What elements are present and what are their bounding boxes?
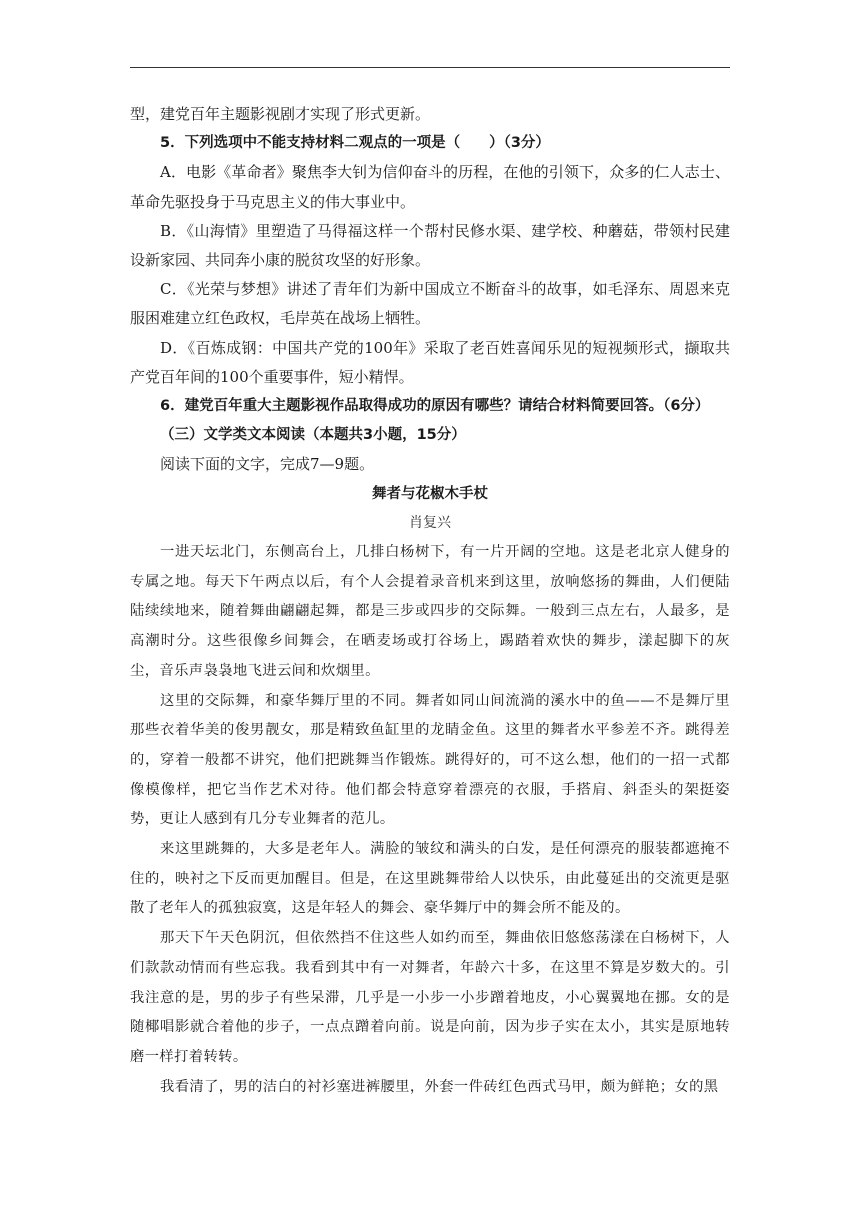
story-paragraph-3: 来这里跳舞的，大多是老年人。满脸的皱纹和满头的白发，是任何漂亮的服装都遮掩不住的，映衬之下反而更加醒目。但是，在这里跳舞带给人以快乐，由此蔓延出的交流更是驱散了老年人的孤独寂寞，这是年轻人的舞会、豪华舞厅中的舞会所不能及的。 <box>130 841 730 917</box>
question-6: 6．建党百年重大主题影视作品取得成功的原因有哪些？请结合材料简要回答。（6分） <box>160 398 710 415</box>
story-paragraph-4: 那天下午天色阴沉，但依然挡不住这些人如约而至，舞曲依旧悠悠荡漾在白杨树下，人们款款动情而有些忘我。我看到其中有一对舞者，年龄六十多，在这里不算是岁数大的。引我注意的是，男的步子有些呆滞，几乎是一小步一小步蹭着地皮，小心翼翼地在挪。女的是随椰唱影就合着他的步子，一点点蹭着向前。说是向前，因为步子实在太小，其实是原地转磨一样打着转转。 <box>130 930 730 1065</box>
option-a: A．电影《革命者》聚焦李大钊为信仰奋斗的历程，在他的引领下，众多的仁人志士、革命先驱投身于马克思主义的伟大事业中。 <box>130 163 730 211</box>
question-5: 5．下列选项中不能支持材料二观点的一项是（ ）（3分） <box>160 135 550 152</box>
story-paragraph-5: 我看清了，男的洁白的衬衫塞进裤腰里，外套一件砖红色西式马甲，颇为鲜艳；女的黑 <box>160 1078 719 1095</box>
story-paragraph-1: 一进天坛北门，东侧高台上，几排白杨树下，有一片开阔的空地。这是老北京人健身的专属之地。每天下午两点以后，有个人会提着录音机来到这里，放响悠扬的舞曲，人们便陆陆续续地来，随着舞曲翩翩起舞，都是三步或四步的交际舞。一般到三点左右，人最多，是高潮时分。这些很像乡间舞会，在晒麦场或打谷场上，踢踏着欢快的舞步，漾起脚下的灰尘，音乐声袅袅地飞进云间和炊烟里。 <box>130 544 730 679</box>
story-title: 舞者与花椒木手杖 <box>372 485 488 502</box>
section-heading: （三）文学类文本阅读（本题共3小题，15分） <box>160 427 466 444</box>
story-paragraph-2: 这里的交际舞，和豪华舞厅里的不同。舞者如同山间流淌的溪水中的鱼——不是舞厅里那些衣着华美的俊男靓女，那是精致鱼缸里的龙睛金鱼。这里的舞者水平参差不齐。跳得差的，穿着一般都不讲究，他们把跳舞当作锻炼。跳得好的，可不这么想，他们的一招一式都像模像样，把它当作艺术对待。他们都会特意穿着漂亮的衣服，手搭肩、斜歪头的架挺姿势，更让人感到有几分专业舞者的范儿。 <box>130 692 730 828</box>
reading-instruction: 阅读下面的文字，完成7—9题。 <box>160 455 375 474</box>
page-content <box>130 100 730 1102</box>
option-b: B．《山海情》里塑造了马得福这样一个帮村民修水渠、建学校、种蘑菇，带领村民建设新家园、共同奔小康的脱贫攻坚的好形象。 <box>130 221 730 270</box>
story-author: 肖复兴 <box>409 514 451 531</box>
continued-paragraph: 型，建党百年主题影视剧才实现了形式更新。 <box>130 105 431 123</box>
header-rule <box>130 67 730 68</box>
option-c: C．《光荣与梦想》讲述了青年们为新中国成立不断奋斗的故事，如毛泽东、周恩来克服困难建立红色政权，毛岸英在战场上牺牲。 <box>130 280 730 328</box>
option-d: D．《百炼成钢：中国共产党的100年》采取了老百姓喜闻乐见的短视频形式，撷取共产党百年间的100个重要事件，短小精悍。 <box>130 338 730 386</box>
